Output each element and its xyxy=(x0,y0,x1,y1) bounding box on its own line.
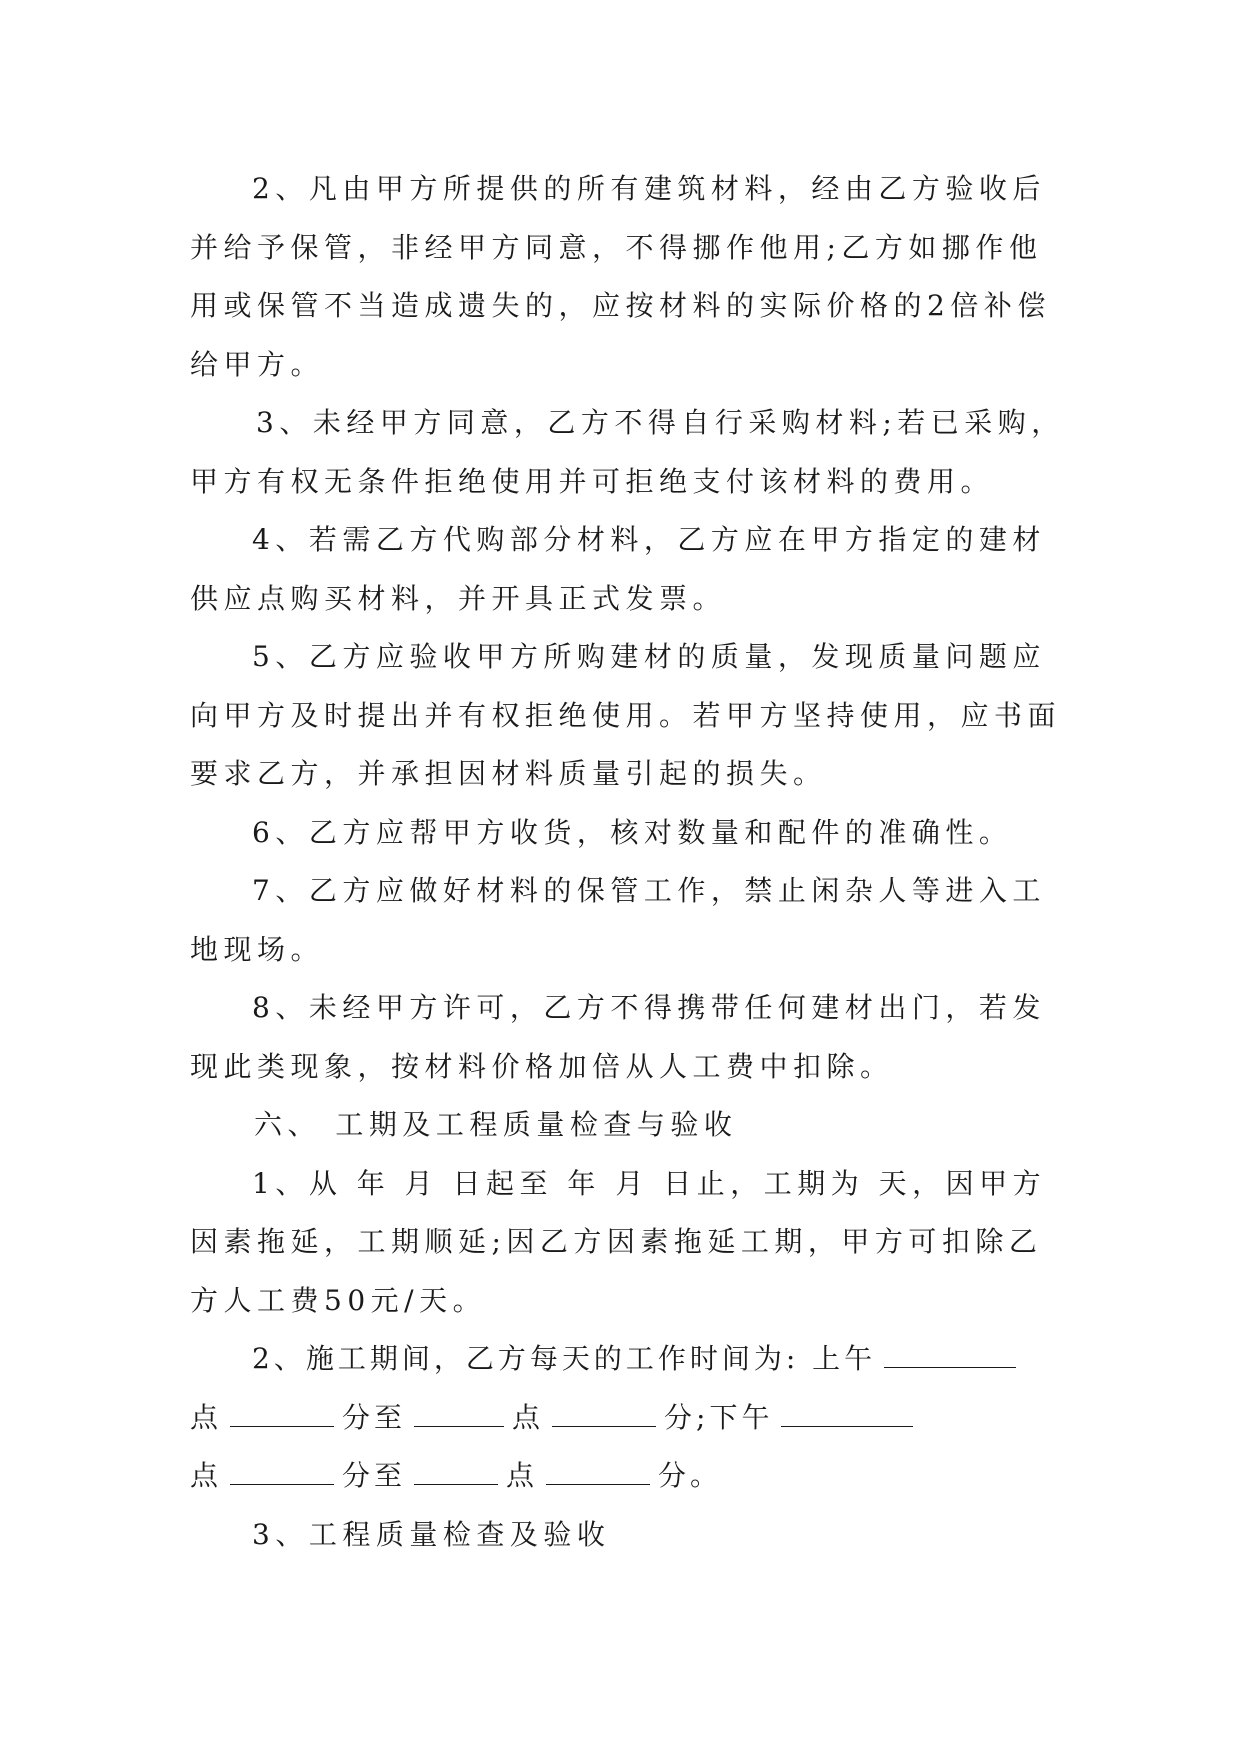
clause-7-line-2: 地现场。 xyxy=(190,932,325,966)
quality-clause-heading: 3、工程质量检查及验收 xyxy=(252,1517,611,1551)
hour-label: 点 xyxy=(190,1400,223,1434)
clause-7-line-1: 7、乙方应做好材料的保管工作，禁止闲杂人等进入工 xyxy=(252,874,1046,907)
work-hours-line-1 xyxy=(190,1330,1050,1389)
clause-5-line-2: 向甲方及时提出并有权拒绝使用。若甲方坚持使用，应书面 xyxy=(190,698,1062,732)
minute-to-label: 分至 xyxy=(342,1459,407,1492)
morning-end-minute-blank xyxy=(552,1404,656,1427)
clause-8-line-1: 8、未经甲方许可，乙方不得携带任何建材出门，若发 xyxy=(252,991,1046,1024)
hour-label: 点 xyxy=(506,1459,539,1492)
afternoon-start-minute-blank xyxy=(230,1462,334,1485)
afternoon-end-hour-blank xyxy=(414,1462,498,1485)
schedule-clause-1-line-3: 方人工费50元/天。 xyxy=(190,1283,487,1317)
afternoon-label: 分;下午 xyxy=(664,1400,774,1434)
clause-3-line-1: 3、未经甲方同意，乙方不得自行采购材料;若已采购， xyxy=(256,406,1065,439)
clause-3-line-2: 甲方有权无条件拒绝使用并可拒绝支付该材料的费用。 xyxy=(190,464,995,498)
section-6-heading: 六、 工期及工程质量检查与验收 xyxy=(254,1108,738,1141)
hour-label: 点 xyxy=(190,1459,223,1492)
hour-label: 点 xyxy=(512,1400,545,1434)
morning-start-minute-blank xyxy=(230,1404,334,1427)
minute-to-label: 分至 xyxy=(342,1400,407,1434)
clause-2-line-2: 并给予保管，非经甲方同意，不得挪作他用;乙方如挪作他 xyxy=(190,230,1043,264)
clause-2-line-1: 2、凡由甲方所提供的所有建筑材料，经由乙方验收后 xyxy=(252,172,1046,205)
morning-start-hour-blank xyxy=(884,1345,1016,1368)
clause-5-line-1: 5、乙方应验收甲方所购建材的质量，发现质量问题应 xyxy=(252,640,1046,673)
clause-4-line-2: 供应点购买材料，并开具正式发票。 xyxy=(190,581,727,615)
clause-2-line-3: 用或保管不当造成遗失的，应按材料的实际价格的2倍补偿 xyxy=(190,289,1051,322)
work-hours-line-2 xyxy=(190,1389,1050,1448)
work-hours-intro: 2、施工期间，乙方每天的工作时间为: 上午 xyxy=(252,1342,877,1375)
final-minute-label: 分。 xyxy=(658,1459,723,1492)
clause-4-line-1: 4、若需乙方代购部分材料，乙方应在甲方指定的建材 xyxy=(252,523,1046,556)
schedule-clause-1-line-1: 1、从 年 月 日起至 年 月 日止，工期为 天，因甲方 xyxy=(252,1166,1047,1200)
clause-6-line-1: 6、乙方应帮甲方收货，核对数量和配件的准确性。 xyxy=(252,815,1013,849)
clause-2-line-4: 给甲方。 xyxy=(190,347,325,381)
schedule-clause-1-line-2: 因素拖延，工期顺延;因乙方因素拖延工期，甲方可扣除乙 xyxy=(190,1225,1043,1258)
clause-8-line-2: 现此类现象，按材料价格加倍从人工费中扣除。 xyxy=(190,1049,894,1083)
morning-end-hour-blank xyxy=(414,1404,504,1427)
clause-5-line-3: 要求乙方，并承担因材料质量引起的损失。 xyxy=(190,757,827,790)
contract-text xyxy=(190,160,1065,1564)
afternoon-end-minute-blank xyxy=(546,1462,650,1485)
work-hours-line-3 xyxy=(190,1447,1050,1506)
afternoon-start-hour-blank xyxy=(781,1404,913,1427)
